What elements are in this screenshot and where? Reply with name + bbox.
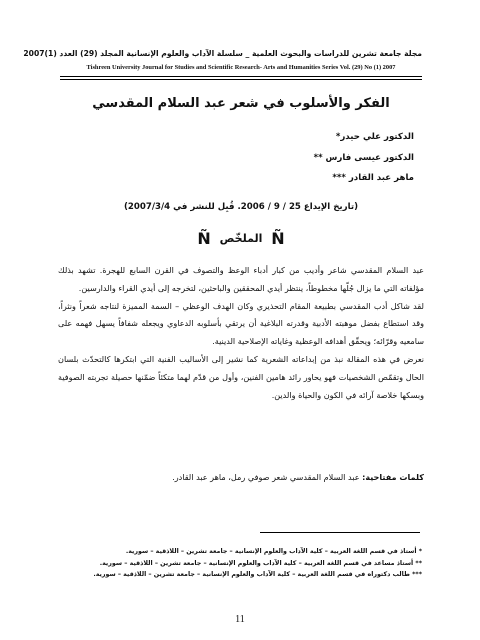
footnotes <box>60 546 422 581</box>
abstract-body <box>58 262 424 404</box>
author-2: الدكتور عيسى فارس ** <box>313 152 414 163</box>
page-number: 11 <box>235 614 245 625</box>
footnote-2: ** أستاذ مساعد في قسم اللغة العربية – كلية الآداب والعلوم الإنسانية – جامعة تشرين – اللاذقية – سورية. <box>99 559 422 567</box>
header-rule <box>60 76 422 77</box>
footnote-rule <box>260 532 420 533</box>
abstract-paragraph: لقد شاكل أدب المقدسي بطبيعة المقام التحذيري وكان الهدف الوعظي – السمة المميزة لنتاجه شعراً ونثراً، وقد استطاع بفضل موهبته الأدبية وقدرته البلاغية أن يرتقي بأسلوبه الدعاوي ويجعله شفافاً يسهل فهمه على سامعيه وقرّائه؛ ويحقّق أهدافه الوعظية وغاياته الإصلاحية الدينية. <box>58 300 424 347</box>
decorative-symbol-icon: Ñ <box>271 229 285 248</box>
abstract-paragraph: نعرض في هذه المقالة نبذ من إبداعاته الشعرية كما نشير إلى الأساليب الفنية التي ابتكرها كالتحدّث بلسان الحال وتقمّص الشخصيات فهو يحاور رائد هامين الفنين، وأول من قدّم لهما متكئاً ضمّنها حصيلة تجربته الصوفية وبسكها خلاصة آرائه في الكون والحياة والدين. <box>58 353 424 400</box>
keywords <box>58 472 424 482</box>
abstract-paragraph: عبد السلام المقدسي شاعر وأديب من كبار أدباء الوعظ والتصوف في القرن السابع للهجرة. تشهد بذلك مؤلفاته التي ما يزال جُلّها مخطوطاً، ينتظر أيدي المحققين والباحثين، لتخرجه إلى أيدي القراء والدارسين. <box>58 265 424 293</box>
footnote-1: * أستاذ في قسم اللغة العربية – كلية الآداب والعلوم الإنسانية – جامعة تشرين – اللاذقية – سورية. <box>125 548 422 555</box>
article-title: الفكر والأسلوب في شعر عبد السلام المقدسي <box>92 96 390 111</box>
keywords-text: عبد السلام المقدسي شعر صوفي رمل، ماهر عبد القادر. <box>172 472 360 482</box>
author-3: ماهر عبد القادر *** <box>332 173 414 183</box>
author-1: الدكتور علي حيدر* <box>335 132 414 142</box>
abstract-heading: الملخّص <box>219 232 263 245</box>
abstract-heading-block <box>60 229 422 248</box>
decorative-symbol-icon: Ñ <box>197 229 211 248</box>
footnote-3: *** طالب دكتوراه في قسم اللغة العربية – كلية الآداب والعلوم الإنسانية – جامعة تشرين – اللاذقية – سورية. <box>93 571 422 578</box>
journal-header-arabic: مجلة جامعة تشرين للدراسات والبحوث العلمية _ سلسلة الآداب والعلوم الإنسانية المجلد (29) العدد (1)2007 <box>23 49 422 58</box>
keywords-label: كلمات مفتاحية: <box>362 472 424 482</box>
submission-dates: (تاريخ الإيداع 25 / 9 / 2006. قُبِل للنشر في 2007/3/4) <box>123 202 358 212</box>
header-rule <box>60 79 422 80</box>
author-list <box>214 127 414 189</box>
journal-header-english: Tishreen University Journal for Studies and Scientific Research- Arts and Humanities Series Vol. (29) No (1) 2007 <box>86 64 396 71</box>
